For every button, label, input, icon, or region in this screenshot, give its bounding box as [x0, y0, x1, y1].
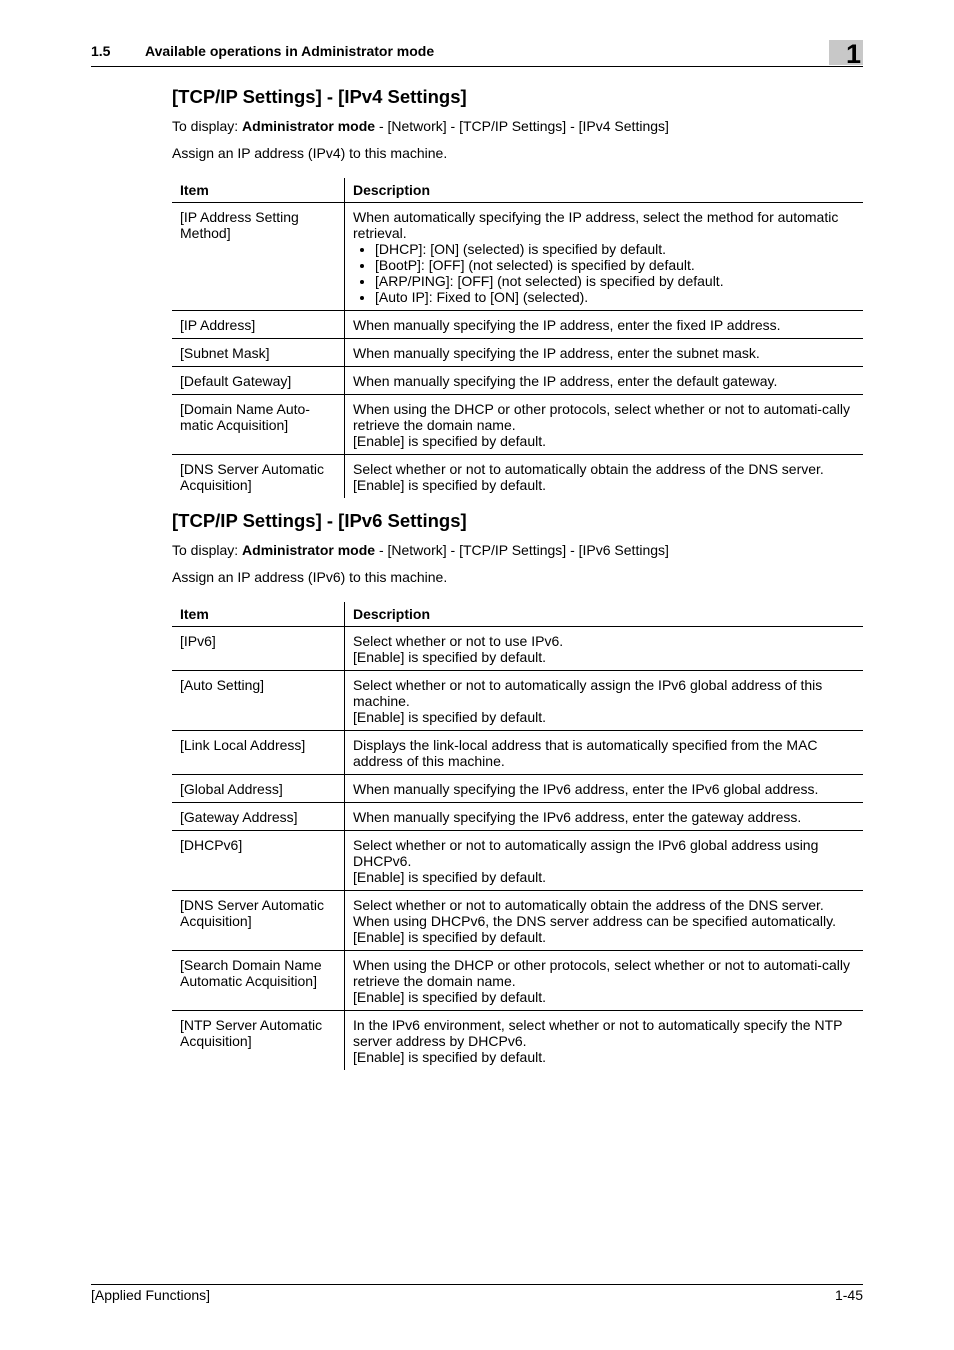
- display-path: - [Network] - [TCP/IP Settings] - [IPv6 Settings]: [378, 542, 669, 558]
- row-item: [DNS Server Automatic Acquisition]: [172, 891, 345, 951]
- row-item: [Subnet Mask]: [172, 339, 345, 367]
- table-row: [172, 367, 863, 395]
- display-label: To display:: [172, 118, 239, 134]
- description-text: Select whether or not to automatically obtain the address of the DNS server. When using DHCPv6, the DNS server address can be specified automatically.: [353, 897, 836, 929]
- default-text: [Enable] is specified by default.: [353, 477, 547, 493]
- display-label: To display:: [172, 542, 239, 558]
- col-item: Item: [172, 178, 345, 203]
- description-text: Select whether or not to automatically obtain the address of the DNS server.: [353, 461, 824, 477]
- row-description: When manually specifying the IPv6 address, enter the IPv6 global address.: [345, 775, 864, 803]
- description-text: When using the DHCP or other protocols, select whether or not to automati-cally retrieve the domain name.: [353, 401, 850, 433]
- table-row: [172, 395, 863, 455]
- row-item: [IP Address]: [172, 311, 345, 339]
- description-text: In the IPv6 environment, select whether or not to automatically specify the NTP server address by DHCPv6.: [353, 1017, 843, 1049]
- section-title: Available operations in Administrator mode: [145, 43, 435, 59]
- page-number: 1-45: [834, 1287, 863, 1303]
- list-item: • [Auto IP]: Fixed to [ON] (selected).: [375, 289, 855, 305]
- row-description: When manually specifying the IPv6 address, enter the gateway address.: [345, 803, 864, 831]
- bullet-list: [353, 241, 855, 305]
- default-text: [Enable] is specified by default.: [353, 989, 547, 1005]
- table-row: [172, 731, 863, 775]
- description-text: Select whether or not to automatically assign the IPv6 global address using DHCPv6.: [353, 837, 819, 869]
- ipv6-table: [172, 602, 863, 1070]
- row-description: [345, 831, 864, 891]
- row-description: [345, 891, 864, 951]
- table-row: [172, 891, 863, 951]
- description-text: When automatically specifying the IP address, select the method for automatic retrieval.: [353, 209, 839, 241]
- ipv4-table: [172, 178, 863, 498]
- row-item: [Default Gateway]: [172, 367, 345, 395]
- row-description: [345, 203, 864, 311]
- row-description: [345, 395, 864, 455]
- chapter-number: 1: [845, 39, 861, 69]
- table-row: [172, 831, 863, 891]
- row-description: [345, 1011, 864, 1071]
- row-description: [345, 671, 864, 731]
- row-item: [Auto Setting]: [172, 671, 345, 731]
- display-path: - [Network] - [TCP/IP Settings] - [IPv4 Settings]: [378, 118, 669, 134]
- table-row: [172, 1011, 863, 1071]
- row-item: [NTP Server Automatic Acquisition]: [172, 1011, 345, 1071]
- row-description: [345, 951, 864, 1011]
- row-item: [Search Domain Name Automatic Acquisition]: [172, 951, 345, 1011]
- default-text: [Enable] is specified by default.: [353, 869, 547, 885]
- display-mode: Administrator mode: [242, 118, 376, 134]
- ipv4-section: [172, 86, 863, 498]
- row-description: [345, 455, 864, 499]
- table-row: [172, 339, 863, 367]
- chapter-tab: [829, 39, 863, 69]
- row-item: [Global Address]: [172, 775, 345, 803]
- table-row: [172, 311, 863, 339]
- row-item: [Link Local Address]: [172, 731, 345, 775]
- default-text: [Enable] is specified by default.: [353, 649, 547, 665]
- default-text: [Enable] is specified by default.: [353, 1049, 547, 1065]
- row-description: [345, 627, 864, 671]
- description-text: When using the DHCP or other protocols, select whether or not to automati-cally retrieve the domain name.: [353, 957, 850, 989]
- table-row: [172, 203, 863, 311]
- ipv6-title: [TCP/IP Settings] - [IPv6 Settings]: [172, 510, 467, 531]
- table-row: [172, 951, 863, 1011]
- table-row: [172, 775, 863, 803]
- row-description: When manually specifying the IP address, enter the fixed IP address.: [345, 311, 864, 339]
- default-text: [Enable] is specified by default.: [353, 929, 547, 945]
- row-description: When manually specifying the IP address, enter the default gateway.: [345, 367, 864, 395]
- default-text: [Enable] is specified by default.: [353, 433, 547, 449]
- description-text: Select whether or not to automatically assign the IPv6 global address of this machine.: [353, 677, 823, 709]
- ipv4-intro: Assign an IP address (IPv4) to this machine.: [172, 145, 448, 161]
- list-item: • [BootP]: [OFF] (not selected) is specified by default.: [375, 257, 855, 273]
- row-item: [DHCPv6]: [172, 831, 345, 891]
- table-row: [172, 671, 863, 731]
- row-item: [DNS Server Automatic Acquisition]: [172, 455, 345, 499]
- table-header-row: [172, 602, 863, 627]
- default-text: [Enable] is specified by default.: [353, 709, 547, 725]
- description-text: Select whether or not to use IPv6.: [353, 633, 564, 649]
- table-header-row: [172, 178, 863, 203]
- row-description: Displays the link-local address that is automatically specified from the MAC address of this machine.: [345, 731, 864, 775]
- ipv4-display-path: [172, 118, 863, 134]
- row-item: [Gateway Address]: [172, 803, 345, 831]
- list-item: • [ARP/PING]: [OFF] (not selected) is specified by default.: [375, 273, 855, 289]
- table-row: [172, 455, 863, 499]
- row-description: When manually specifying the IP address, enter the subnet mask.: [345, 339, 864, 367]
- page-header: [91, 38, 863, 67]
- row-item: [IP Address Setting Method]: [172, 203, 345, 311]
- table-row: [172, 803, 863, 831]
- col-description: Description: [345, 178, 864, 203]
- footer-book-title: [Applied Functions]: [91, 1287, 211, 1303]
- display-mode: Administrator mode: [242, 542, 376, 558]
- ipv6-intro: Assign an IP address (IPv6) to this machine.: [172, 569, 448, 585]
- ipv4-title: [TCP/IP Settings] - [IPv4 Settings]: [172, 86, 467, 107]
- page-footer: [91, 1284, 863, 1307]
- row-item: [Domain Name Auto-matic Acquisition]: [172, 395, 345, 455]
- col-description: Description: [345, 602, 864, 627]
- ipv6-display-path: [172, 542, 863, 558]
- col-item: Item: [172, 602, 345, 627]
- list-item: • [DHCP]: [ON] (selected) is specified by default.: [375, 241, 855, 257]
- section-number: 1.5: [91, 43, 111, 59]
- table-row: [172, 627, 863, 671]
- ipv6-section: [172, 510, 863, 1070]
- row-item: [IPv6]: [172, 627, 345, 671]
